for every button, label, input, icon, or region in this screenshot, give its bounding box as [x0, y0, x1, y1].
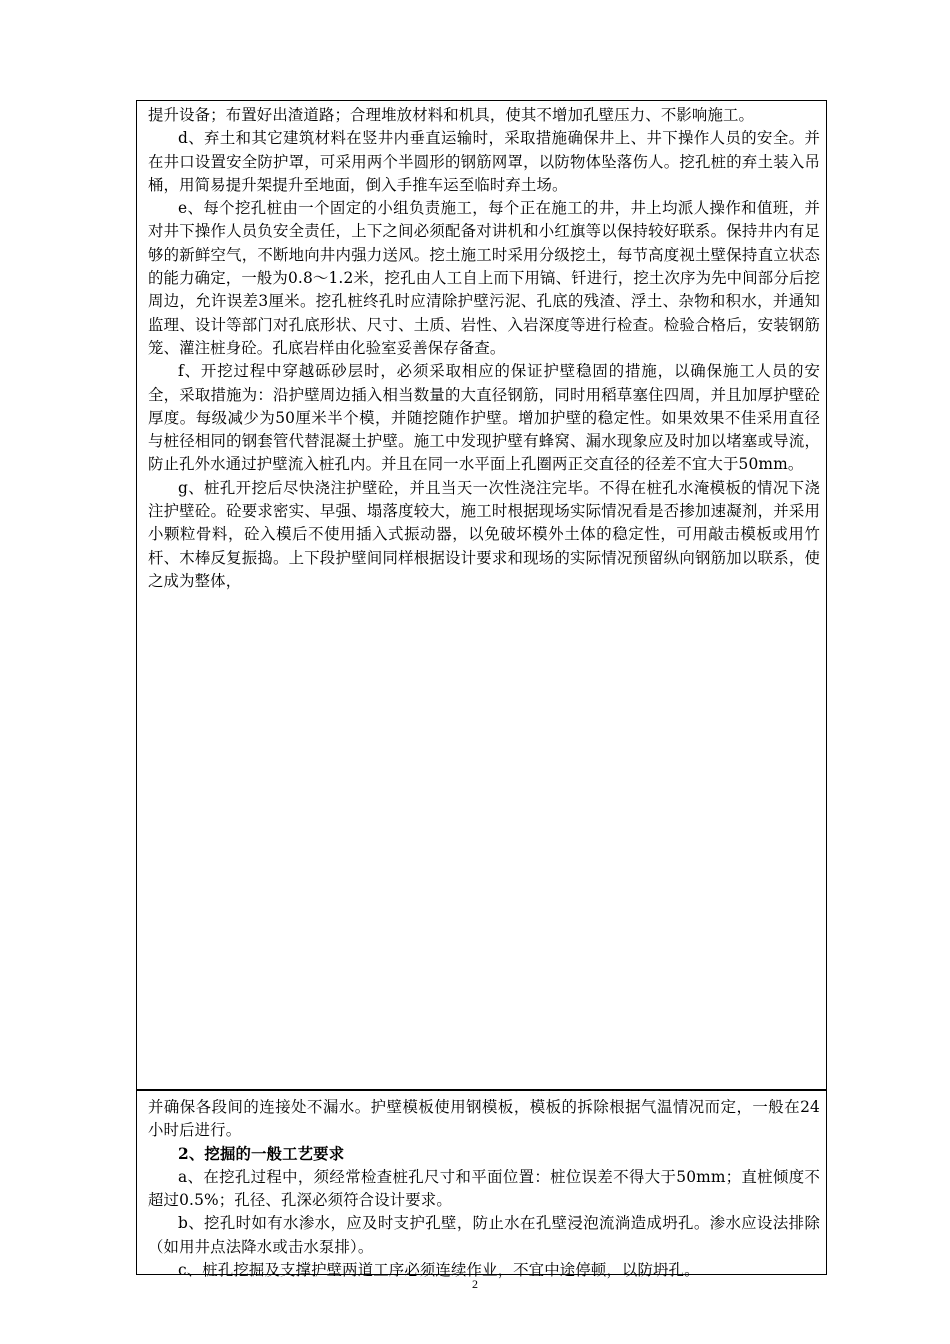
- page-number: 2: [472, 1277, 478, 1291]
- paragraph-continuation-2: 并确保各段间的连接处不漏水。护壁模板使用钢模板，模板的拆除根据气温情况而定，一般在24小时后进行。: [148, 1098, 820, 1140]
- paragraph-g: g、桩孔开挖后尽快浇注护壁砼，并且当天一次性浇注完毕。不得在桩孔水淹模板的情况下浇注护壁砼。砼要求密实、早强、塌落度较大，施工时根据现场实际情况看是否掺加速凝剂，并采用小颗粒骨料，砼入模后不使用插入式振动器，以免破坏模外土体的稳定性，可用敲击模板或用竹杆、木棒反复振捣。上下段护壁间同样根据设计要求和现场的实际情况预留纵向钢筋加以联系，使之成为整体，: [148, 478, 820, 590]
- paragraph-d: d、弃土和其它建筑材料在竖井内垂直运输时，采取措施确保井上、井下操作人员的安全。并在井口设置安全防护罩，可采用两个半圆形的钢筋网罩，以防物体坠落伤人。挖孔桩的弃土装入吊桶，用简易提升架提升至地面，倒入手推车运至临时弃土场。: [148, 129, 820, 194]
- paragraph-f: f、开挖过程中穿越砾砂层时，必须采取相应的保证护壁稳固的措施，以确保施工人员的安全，采取措施为：沿护壁周边插入相当数量的大直径钢筋，同时用稻草塞住四周，并且加厚护壁砼厚度。每级减少为50厘米半个模，并随挖随作护壁。增加护壁的稳定性。如果效果不佳采用直径与桩径相同的钢套管代替混凝土护壁。施工中发现护壁有蜂窝、漏水现象应及时加以堵塞或导流，防止孔外水通过护壁流入桩孔内。并且在同一水平面上孔圈两正交直径的径差不宜大于50mm。: [148, 362, 820, 474]
- section-heading: 2、挖掘的一般工艺要求: [178, 1144, 345, 1163]
- paragraph-c: c、桩孔挖掘及支撑护壁两道工序必须连续作业，不宜中途停顿，以防坍孔。: [178, 1261, 700, 1280]
- bottom-box-text: [148, 1096, 820, 1282]
- top-box-text: [148, 104, 820, 593]
- paragraph-e: e、每个挖孔桩由一个固定的小组负责施工，每个正在施工的井，井上均派人操作和值班，并对井下操作人员负安全责任，上下之间必须配备对讲机和小红旗等以保持较好联系。保持井内有足够的新鲜空气，不断地向井内强力送风。挖土施工时采用分级挖土，每节高度视土壁保持直立状态的能力确定，一般为0.8～1.2米，挖孔由人工自上而下用镐、钎进行，挖土次序为先中间部分后挖周边，允许误差3厘米。挖孔桩终孔时应清除护壁污泥、孔底的残渣、浮土、杂物和积水，并通知监理、设计等部门对孔底形状、尺寸、土质、岩性、入岩深度等进行检查。检验合格后，安装钢筋笼、灌注桩身砼。孔底岩样由化验室妥善保存备查。: [148, 199, 820, 357]
- paragraph-a: a、在挖孔过程中，须经常检查桩孔尺寸和平面位置：桩位误差不得大于50mm；直桩倾度不超过0.5%；孔径、孔深必须符合设计要求。: [148, 1167, 820, 1210]
- paragraph-continuation: 提升设备；布置好出渣道路；合理堆放材料和机具，使其不增加孔壁压力、不影响施工。: [148, 106, 755, 124]
- paragraph-b: b、挖孔时如有水渗水，应及时支护孔壁，防止水在孔壁浸泡流淌造成坍孔。渗水应设法排除（如用井点法降水或击水泵排）。: [148, 1214, 820, 1256]
